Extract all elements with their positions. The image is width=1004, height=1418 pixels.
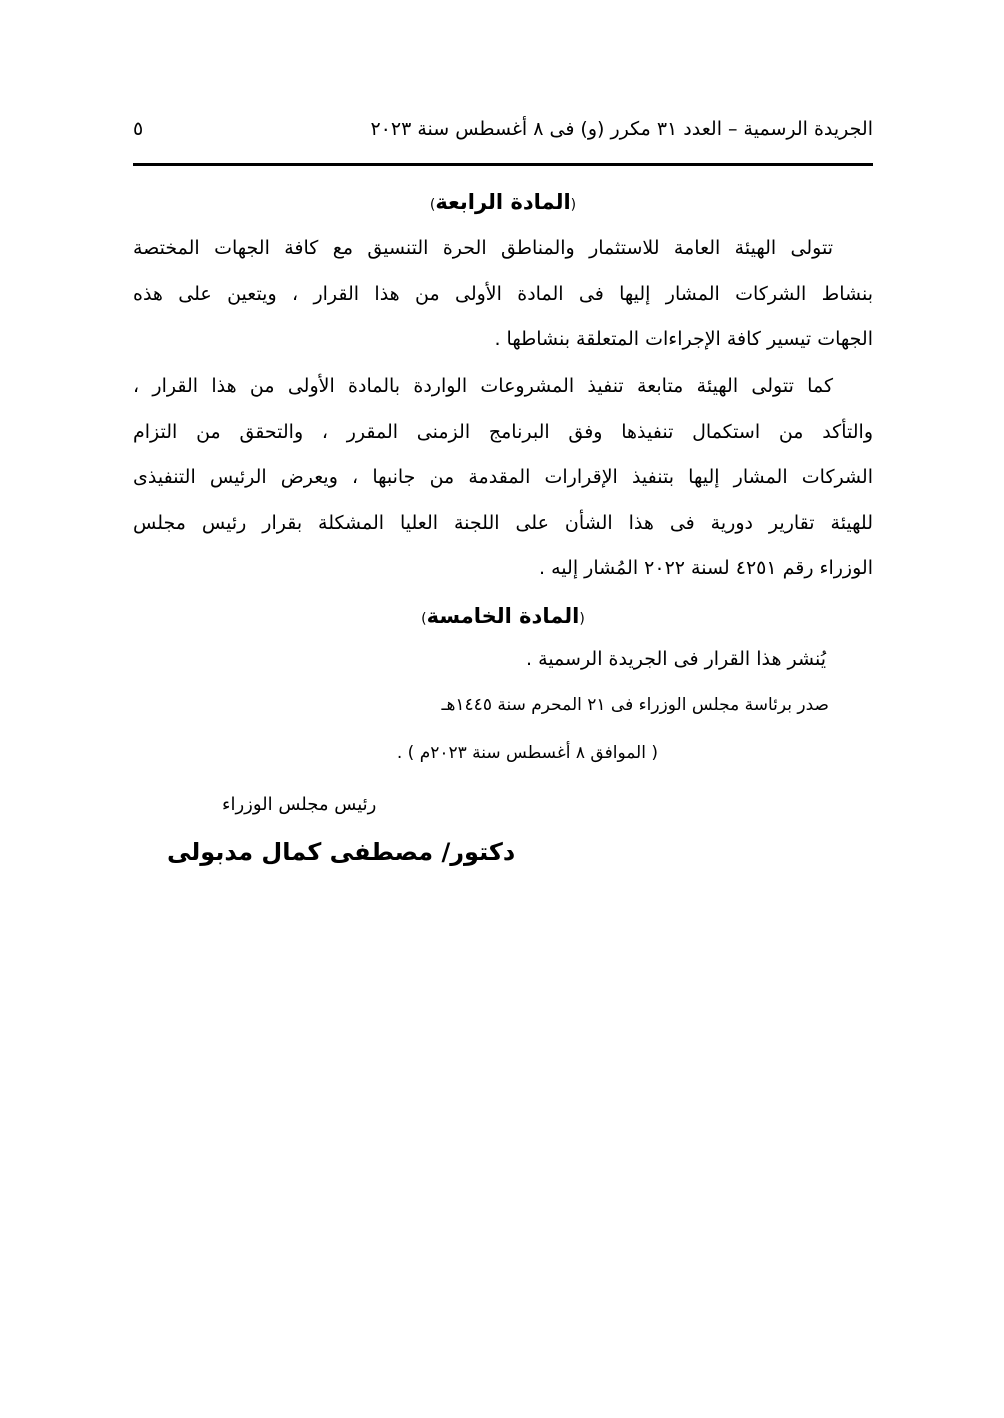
text-line: الوزراء رقم ٤٢٥١ لسنة ٢٠٢٢ المُشار إليه .: [539, 557, 873, 579]
signatory-title: رئيس مجلس الوزراء: [222, 794, 377, 815]
article-5-body: يُنشر هذا القرار فى الجريدة الرسمية .: [526, 648, 826, 670]
paren-open: (: [570, 197, 577, 213]
gazette-title: الجريدة الرسمية – العدد ٣١ مكرر (و) فى ٨ أغسطس سنة ٢٠٢٣: [370, 118, 873, 140]
page-header: [133, 114, 873, 150]
article-4-paragraph-2: [133, 364, 873, 592]
paren-open: (: [579, 611, 585, 627]
paren-close: ): [429, 197, 436, 213]
text-line: تتولى الهيئة العامة للاستثمار والمناطق الحرة التنسيق مع كافة الجهات المختصة: [133, 237, 833, 259]
header-divider: [133, 163, 873, 166]
article-4-title: المادة الرابعة: [435, 190, 571, 214]
text-line: الشركات المشار إليها بتنفيذ الإقرارات المقدمة من جانبها ، ويعرض الرئيس التنفيذى: [133, 466, 873, 488]
text-line: للهيئة تقارير دورية فى هذا الشأن على اللجنة العليا المشكلة بقرار رئيس مجلس: [133, 511, 873, 534]
issuance-date-gregorian: ( الموافق ٨ أغسطس سنة ٢٠٢٣م ) .: [396, 743, 658, 763]
text-line: بنشاط الشركات المشار إليها فى المادة الأولى من هذا القرار ، ويتعين على هذه: [133, 282, 873, 305]
article-5-title: المادة الخامسة: [426, 604, 580, 628]
page-number: ٥: [133, 118, 144, 140]
paren-close: ): [421, 611, 427, 627]
article-4-paragraph-1: [133, 226, 873, 363]
text-line: الجهات تيسير كافة الإجراءات المتعلقة بنشاطها .: [494, 328, 873, 350]
issuance-date-hijri: صدر برئاسة مجلس الوزراء فى ٢١ المحرم سنة ١٤٤٥هـ: [441, 695, 829, 715]
signatory-name: دكتور/ مصطفى كمال مدبولى: [167, 838, 516, 866]
text-line: كما تتولى الهيئة متابعة تنفيذ المشروعات الواردة بالمادة الأولى من هذا القرار ،: [133, 375, 833, 397]
text-line: والتأكد من استكمال تنفيذها وفق البرنامج الزمنى المقرر ، والتحقق من التزام: [133, 420, 873, 443]
article-5-heading: [133, 604, 873, 628]
article-4-heading: [133, 190, 873, 214]
